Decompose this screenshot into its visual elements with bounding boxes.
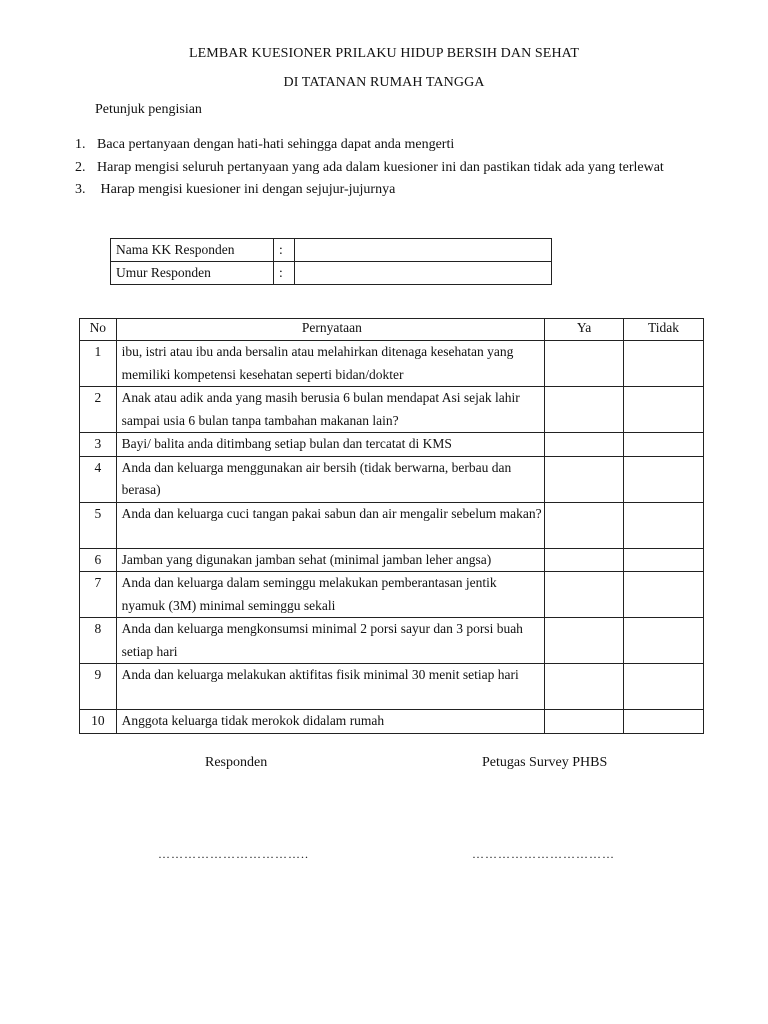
colon-separator: : xyxy=(274,239,295,262)
column-header-no: No xyxy=(80,319,117,341)
yes-answer-cell[interactable] xyxy=(545,387,624,433)
table-row xyxy=(80,618,704,664)
respondent-identity-table xyxy=(110,238,552,285)
no-answer-cell[interactable] xyxy=(623,710,703,734)
statement-text: Anda dan keluarga melakukan aktifitas fisik minimal 30 menit setiap hari xyxy=(116,664,545,710)
instructions-list xyxy=(75,134,735,202)
surveyor-signature-label: Petugas Survey PHBS xyxy=(482,755,608,770)
table-header-row xyxy=(80,319,704,341)
instruction-item xyxy=(75,134,735,157)
row-number: 7 xyxy=(80,572,117,618)
statement-text: Anak atau adik anda yang masih berusia 6 bulan mendapat Asi sejak lahir sampai usia 6 bulan tanpa tambahan makanan lain? xyxy=(116,387,545,433)
row-number: 5 xyxy=(80,502,117,548)
identity-row-age xyxy=(111,262,552,285)
colon-separator: : xyxy=(274,262,295,285)
yes-answer-cell[interactable] xyxy=(545,456,624,502)
row-number: 9 xyxy=(80,664,117,710)
instruction-number: 2. xyxy=(75,159,86,175)
yes-answer-cell[interactable] xyxy=(545,341,624,387)
table-row xyxy=(80,710,704,734)
table-row xyxy=(80,341,704,387)
yes-answer-cell[interactable] xyxy=(545,502,624,548)
identity-row-name xyxy=(111,239,552,262)
yes-answer-cell[interactable] xyxy=(545,548,624,572)
no-answer-cell[interactable] xyxy=(623,387,703,433)
row-number: 6 xyxy=(80,548,117,572)
respondent-signature-label: Responden xyxy=(205,755,268,770)
row-number: 10 xyxy=(80,710,117,734)
column-header-yes: Ya xyxy=(545,319,624,341)
statement-text: ibu, istri atau ibu anda bersalin atau melahirkan ditenaga kesehatan yang memiliki kompetensi kesehatan seperti bidan/dokter xyxy=(116,341,545,387)
table-row xyxy=(80,433,704,457)
row-number: 1 xyxy=(80,341,117,387)
statement-text: Bayi/ balita anda ditimbang setiap bulan dan tercatat di KMS xyxy=(116,433,545,457)
respondent-age-label: Umur Responden xyxy=(111,262,274,285)
instructions-heading: Petunjuk pengisian xyxy=(95,102,202,117)
yes-answer-cell[interactable] xyxy=(545,664,624,710)
column-header-statement: Pernyataan xyxy=(116,319,545,341)
row-number: 3 xyxy=(80,433,117,457)
statement-text: Anda dan keluarga mengkonsumsi minimal 2 porsi sayur dan 3 porsi buah setiap hari xyxy=(116,618,545,664)
respondent-signature-line[interactable]: …………………………….. xyxy=(158,847,309,861)
table-row xyxy=(80,387,704,433)
instruction-text: Harap mengisi kuesioner ini dengan sejujur-jujurnya xyxy=(97,182,396,197)
no-answer-cell[interactable] xyxy=(623,456,703,502)
no-answer-cell[interactable] xyxy=(623,433,703,457)
instruction-item xyxy=(75,157,735,180)
instruction-number: 1. xyxy=(75,137,86,152)
phbs-questionnaire-table xyxy=(79,318,704,734)
instruction-number: 3. xyxy=(75,182,86,197)
table-row xyxy=(80,548,704,572)
yes-answer-cell[interactable] xyxy=(545,618,624,664)
no-answer-cell[interactable] xyxy=(623,618,703,664)
statement-text: Anggota keluarga tidak merokok didalam rumah xyxy=(116,710,545,734)
no-answer-cell[interactable] xyxy=(623,664,703,710)
respondent-name-field[interactable] xyxy=(295,239,552,262)
respondent-name-label: Nama KK Responden xyxy=(111,239,274,262)
respondent-age-field[interactable] xyxy=(295,262,552,285)
instruction-item xyxy=(75,179,735,202)
table-row xyxy=(80,502,704,548)
row-number: 2 xyxy=(80,387,117,433)
no-answer-cell[interactable] xyxy=(623,341,703,387)
statement-text: Anda dan keluarga menggunakan air bersih (tidak berwarna, berbau dan berasa) xyxy=(116,456,545,502)
yes-answer-cell[interactable] xyxy=(545,433,624,457)
yes-answer-cell[interactable] xyxy=(545,572,624,618)
instruction-text: Baca pertanyaan dengan hati-hati sehingga dapat anda mengerti xyxy=(97,137,455,152)
statement-text: Anda dan keluarga dalam seminggu melakukan pemberantasan jentik nyamuk (3M) minimal seminggu sekali xyxy=(116,572,545,618)
table-row xyxy=(80,456,704,502)
surveyor-signature-line[interactable]: …………………………… xyxy=(472,847,615,861)
statement-text: Anda dan keluarga cuci tangan pakai sabun dan air mengalir sebelum makan? xyxy=(116,502,545,548)
statement-text: Jamban yang digunakan jamban sehat (minimal jamban leher angsa) xyxy=(116,548,545,572)
table-row xyxy=(80,664,704,710)
no-answer-cell[interactable] xyxy=(623,502,703,548)
yes-answer-cell[interactable] xyxy=(545,710,624,734)
document-subtitle: DI TATANAN RUMAH TANGGA xyxy=(283,75,485,90)
column-header-no-answer: Tidak xyxy=(623,319,703,341)
table-row xyxy=(80,572,704,618)
document-title: LEMBAR KUESIONER PRILAKU HIDUP BERSIH DAN SEHAT xyxy=(189,46,579,61)
no-answer-cell[interactable] xyxy=(623,572,703,618)
row-number: 4 xyxy=(80,456,117,502)
no-answer-cell[interactable] xyxy=(623,548,703,572)
row-number: 8 xyxy=(80,618,117,664)
instruction-text: Harap mengisi seluruh pertanyaan yang ada dalam kuesioner ini dan pastikan tidak ada yang terlewat xyxy=(97,159,664,175)
